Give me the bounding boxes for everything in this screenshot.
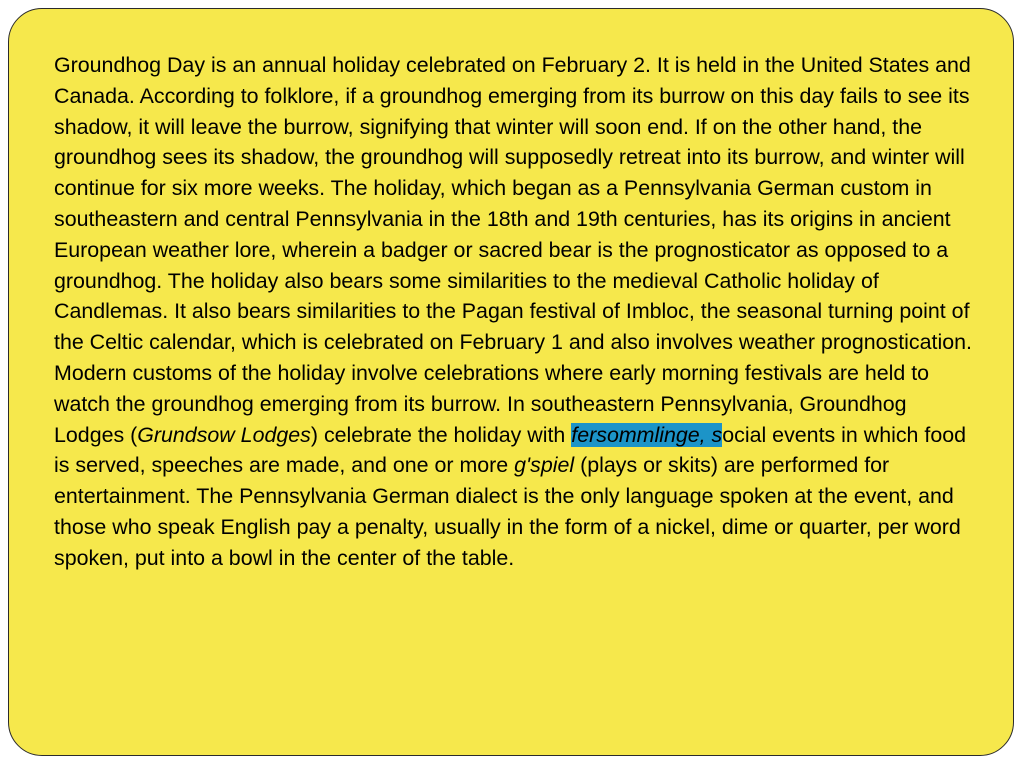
paragraph-intro: Groundhog Day is an annual holiday celebrated on February 2. It is held in the United States and Canada. According to folklore, if a groundhog emerging from its burrow on this day fails to see its shadow, it will leave the burrow, signifying that winter will soon end. If on the other hand, the groundhog sees its shadow, the groundhog will supposedly retreat into its burrow, and winter will continue for six more weeks. The holiday, which began as a Pennsylvania German custom in southeastern and central Pennsylvania in the 18th and 19th centuries, has its origins in ancient European weather lore, wherein a badger or sacred bear is the prognosticator as opposed to a groundhog. The holiday also bears some similarities to the medieval Catholic holiday of Candlemas. It also bears similarities to the Pagan festival of Imbloc, the seasonal turning point of the Celtic calendar, which is celebrated on February 1 and also involves weather prognostication. — [54, 53, 972, 355]
fersommlinge-selection[interactable] — [571, 423, 722, 447]
grundsow-lodges-term: Grundsow Lodges — [137, 422, 311, 447]
paragraph-customs — [54, 358, 974, 574]
gspiel-term: g'spiel — [514, 453, 575, 478]
fersommlinge-term: fersommlinge, s — [571, 422, 723, 447]
customs-text-part3: ocial events in which food is served, speeches are made, and one or more — [54, 422, 967, 478]
slide — [8, 8, 1014, 756]
customs-text-part4: (plays or skits) are performed for entertainment. The Pennsylvania German dialect is the only language spoken at the event, and those who speak English pay a penalty, usually in the form of a nickel, dime or quarter, per word spoken, put into a bowl in the center of the table. — [54, 453, 961, 570]
customs-text-part1: Modern customs of the holiday involve celebrations where early morning festivals are held to watch the groundhog emerging from its burrow. In southeastern Pennsylvania, Groundhog Lodges ( — [54, 360, 930, 447]
customs-text-part2: ) celebrate the holiday with — [310, 422, 572, 447]
text-body — [54, 50, 974, 574]
